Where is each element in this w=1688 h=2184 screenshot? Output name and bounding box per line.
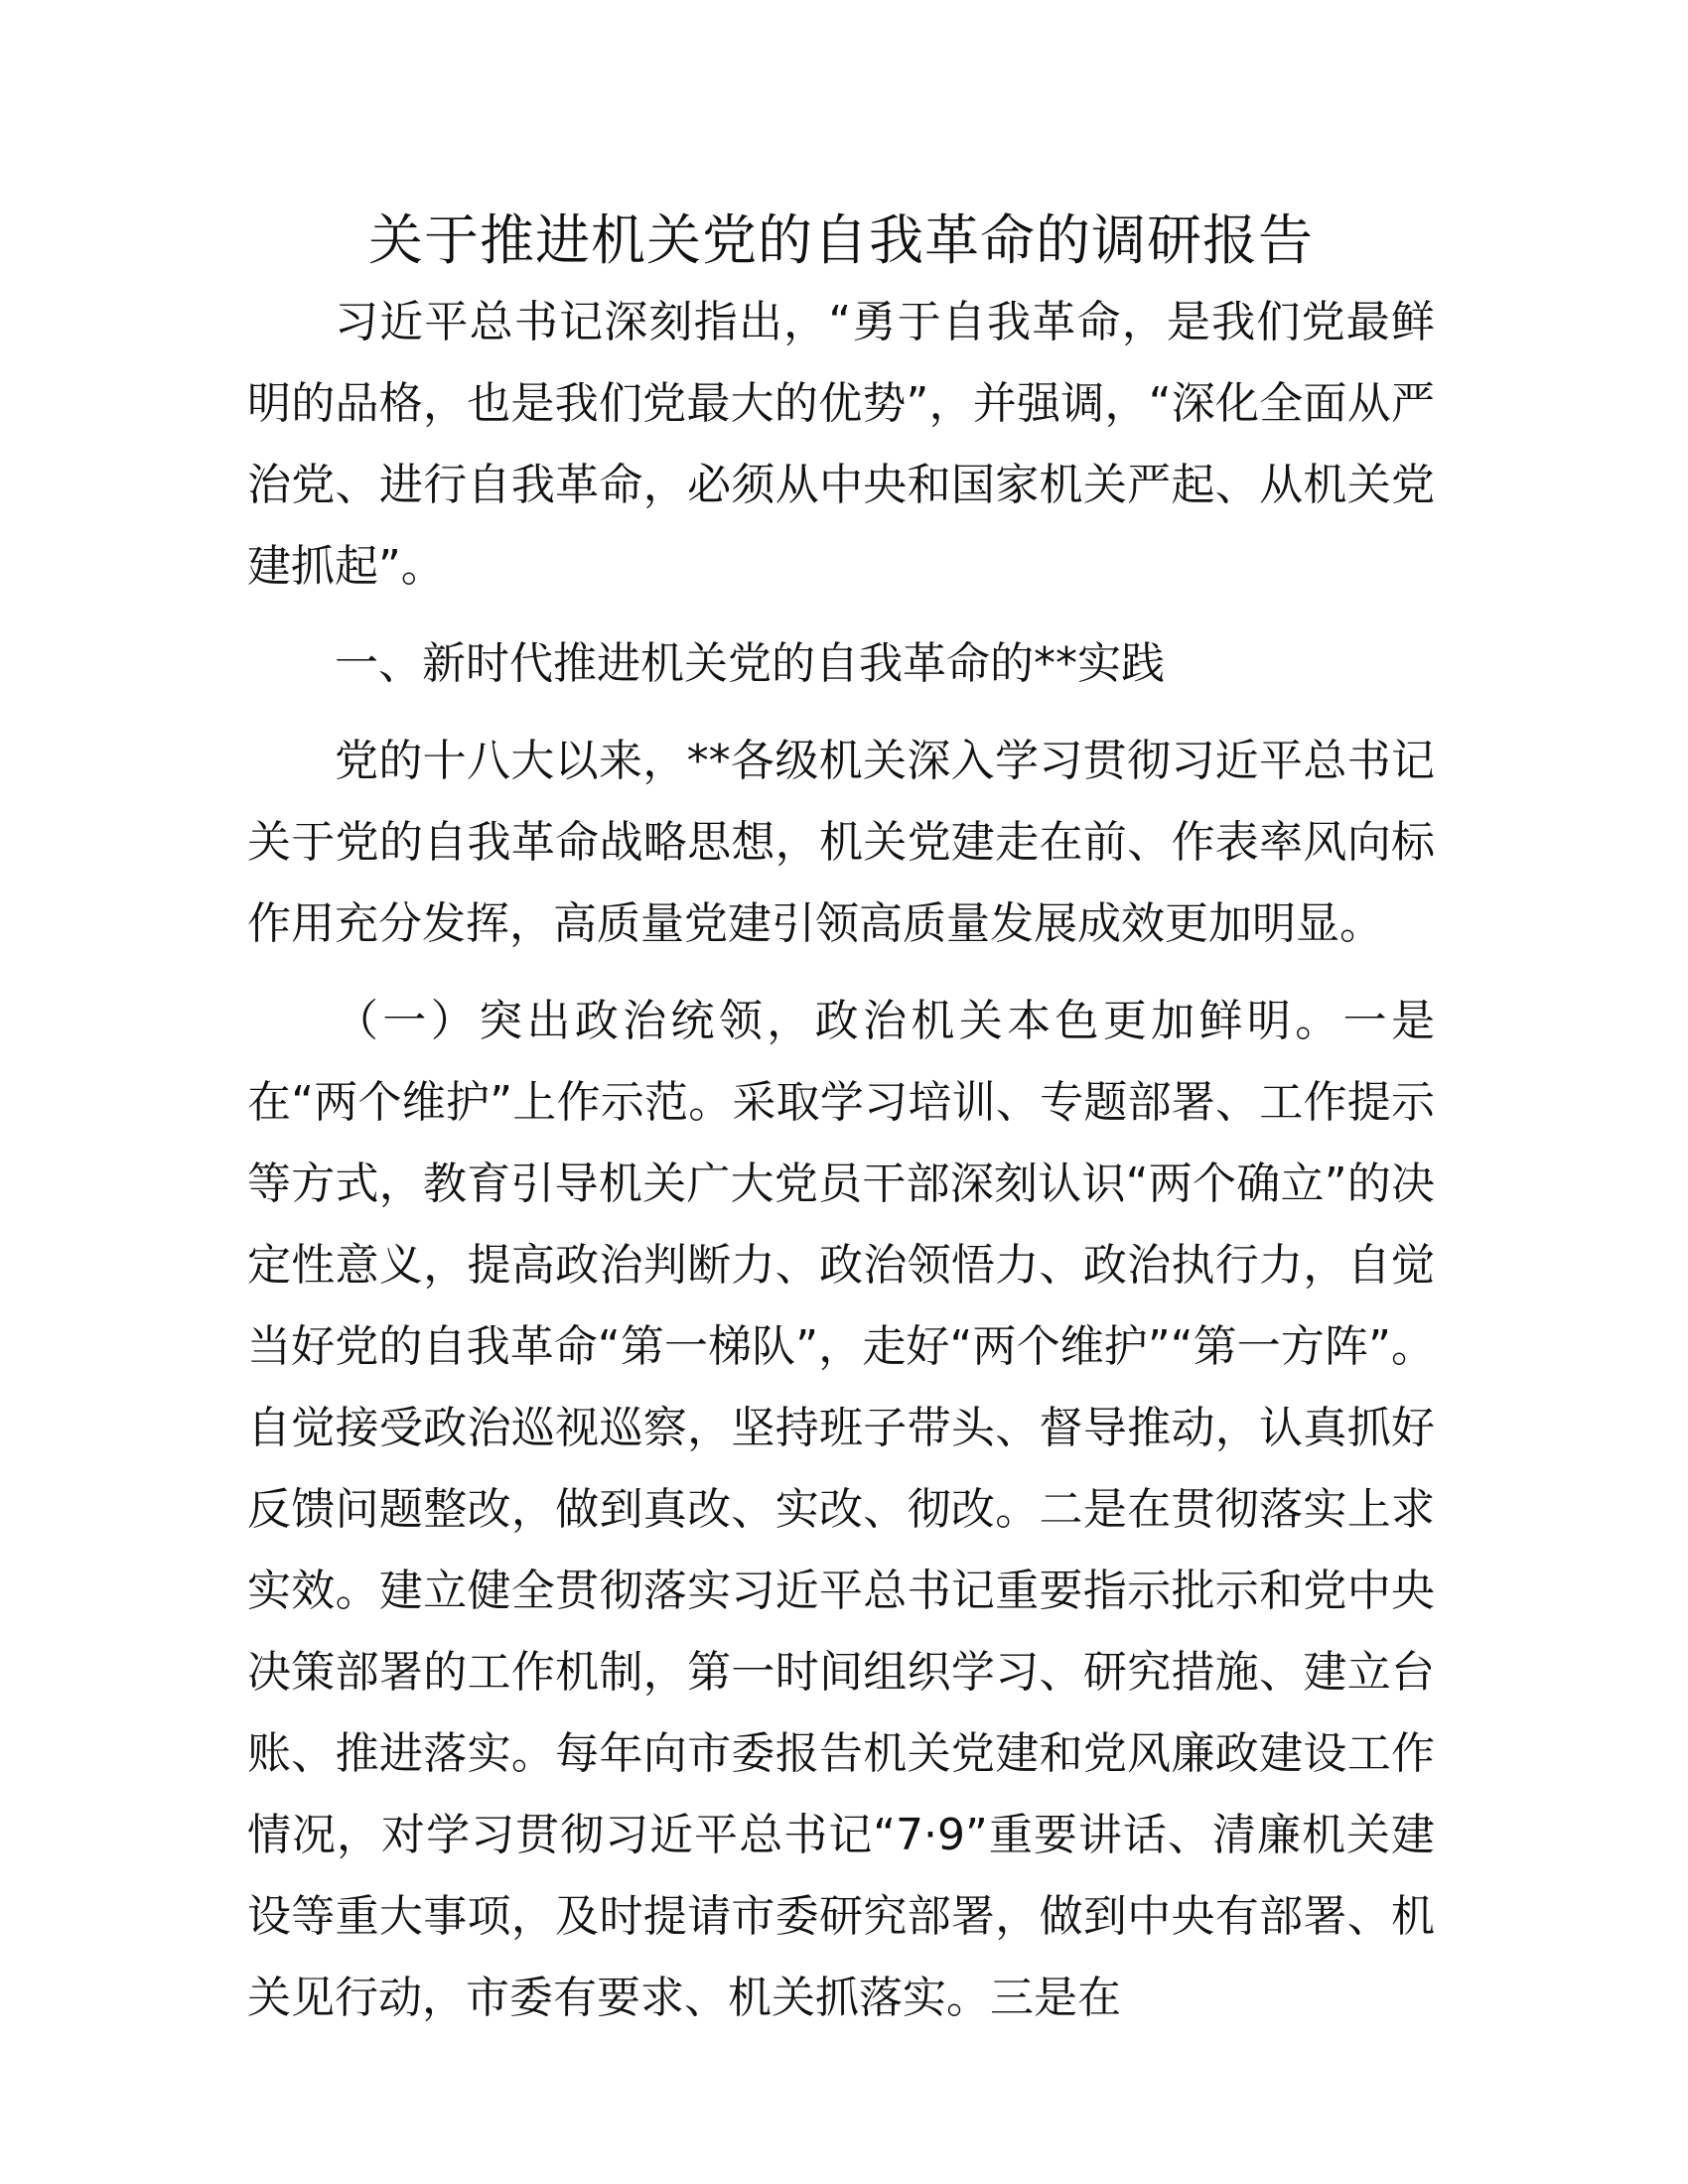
intro-paragraph: 习近平总书记深刻指出，“勇于自我革命，是我们党最鲜明的品格，也是我们党最大的优势”，并强调，“深化全面从严治党、进行自我革命，必须从中央和国家机关严起、从机关党建抓起”。 xyxy=(247,297,1435,592)
subsection-paragraph: （一）突出政治统领，政治机关本色更加鲜明。一是在“两个维护”上作示范。采取学习培训、专题部署、工作提示等方式，教育引导机关广大党员干部深刻认识“两个确立”的决定性意义，提高政治判断力、政治领悟力、政治执行力，自觉当好党的自我革命“第一梯队”，走好“两个维护”“第一方阵”。自觉接受政治巡视巡察，坚持班子带头、督导推动，认真抓好反馈问题整改，做到真改、实改、彻改。二是在贯彻落实上求实效。建立健全贯彻落实习近平总书记重要指示批示和党中央决策部署的工作机制，第一时间组织学习、研究措施、建立台账、推进落实。每年向市委报告机关党建和党风廉政建设工作情况，对学习贯彻习近平总书记“7·9”重要讲话、清廉机关建设等重大事项，及时提请市委研究部署，做到中央有部署、机关见行动，市委有要求、机关抓落实。三是在 xyxy=(247,996,1435,2023)
document-title: 关于推进机关党的自我革命的调研报告 xyxy=(367,208,1314,272)
document-body xyxy=(247,199,1435,2039)
section-paragraph: 党的十八大以来，**各级机关深入学习贯彻习近平总书记关于党的自我革命战略思想，机关党建走在前、作表率风向标作用充分发挥，高质量党建引领高质量发展成效更加明显。 xyxy=(247,736,1435,949)
section-heading: 一、新时代推进机关党的自我革命的**实践 xyxy=(335,638,1165,689)
